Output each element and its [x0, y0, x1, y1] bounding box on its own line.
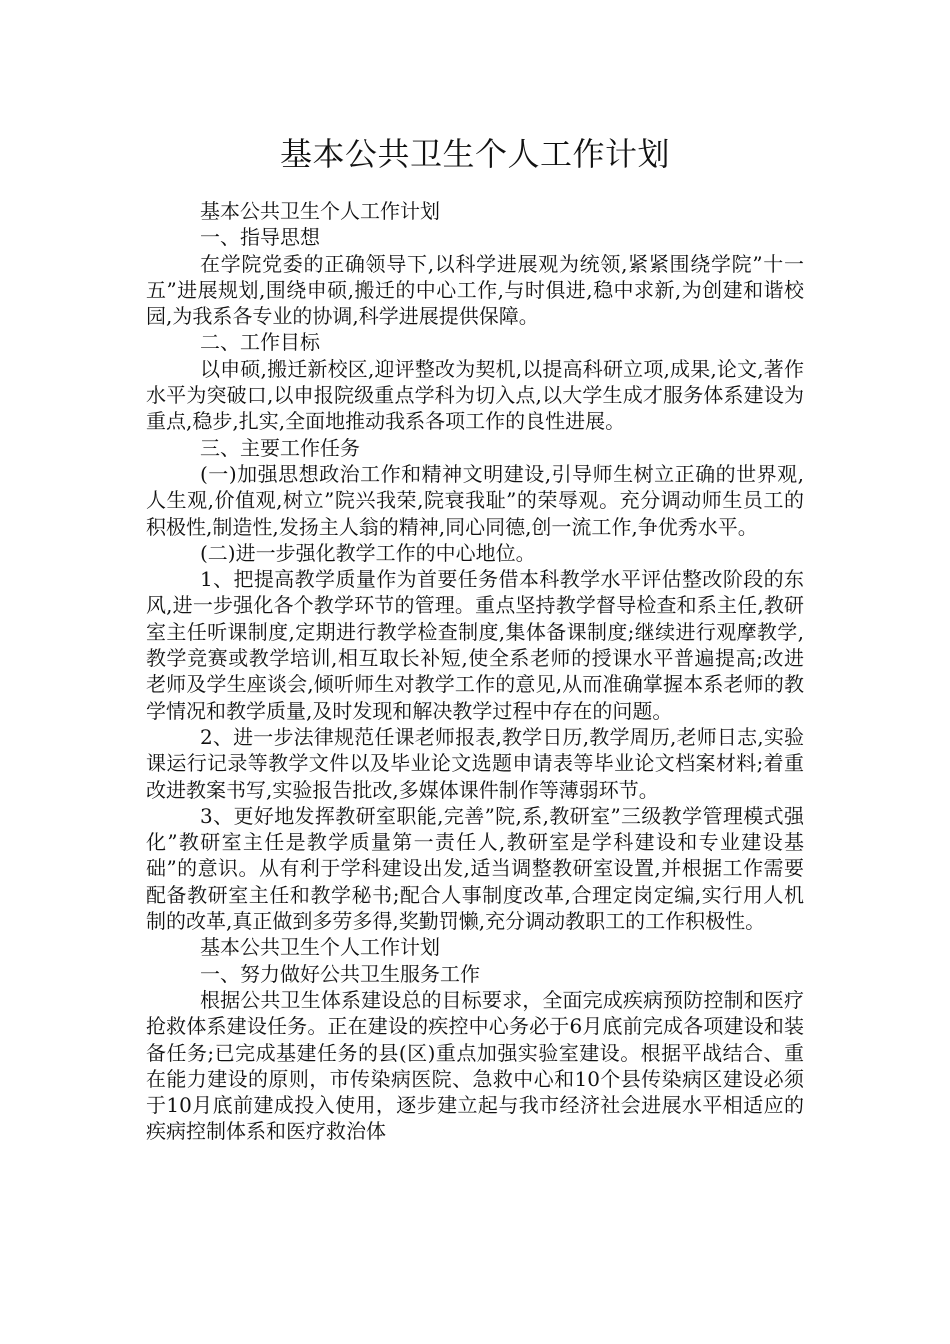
body-paragraph: 根据公共卫生体系建设总的目标要求，全面完成疾病预防控制和医疗抢救体系建设任务。正在建设的疾控中心务必于6月底前完成各项建设和装备任务;已完成基建任务的县(区)重点加强实验室建设。根据平战结合、重在能力建设的原则，市传染病医院、急救中心和10个县传染病区建设必须于10月底前建成投入使用，逐步建立起与我市经济社会进展水平相适应的疾病控制体系和医疗救治体	[146, 987, 804, 1144]
body-paragraph: 以申硕,搬迁新校区,迎评整改为契机,以提高科研立项,成果,论文,著作水平为突破口,以申报院级重点学科为切入点,以大学生成才服务体系建设为重点,稳步,扎实,全面地推动我系各项工作的良性进展。	[146, 356, 804, 434]
section-heading: 一、指导思想	[200, 225, 320, 250]
body-paragraph: 1、把提高教学质量作为首要任务借本科教学水平评估整改阶段的东风,进一步强化各个教学环节的管理。重点坚持教学督导检查和系主任,教研室主任听课制度,定期进行教学检查制度,集体备课制度;继续进行观摩教学,教学竞赛或教学培训,相互取长补短,使全系老师的授课水平普遍提高;改进老师及学生座谈会,倾听师生对教学工作的意见,从而准确掌握本系老师的教学情况和教学质量,及时发现和解决教学过程中存在的问题。	[146, 567, 804, 723]
body-paragraph: (二)进一步强化教学工作的中心地位。	[200, 540, 536, 565]
document-body	[146, 198, 804, 1145]
section-heading: 三、主要工作任务	[200, 435, 360, 460]
body-paragraph: 在学院党委的正确领导下,以科学进展观为统领,紧紧围绕学院”十一五”进展规划,围绕申硕,搬迁的中心工作,与时俱进,稳中求新,为创建和谐校园,为我系各专业的协调,科学进展提供保障。	[146, 251, 804, 329]
body-paragraph: 3、更好地发挥教研室职能,完善”院,系,教研室”三级教学管理模式强化”教研室主任是教学质量第一责任人,教研室是学科建设和专业建设基础”的意识。从有利于学科建设出发,适当调整教研室设置,并根据工作需要配备教研室主任和教学秘书;配合人事制度改革,合理定岗定编,实行用人机制的改革,真正做到多劳多得,奖勤罚懒,充分调动教职工的工作积极性。	[146, 803, 804, 934]
body-paragraph: 基本公共卫生个人工作计划	[200, 935, 440, 960]
document-title: 基本公共卫生个人工作计划	[279, 135, 670, 173]
body-paragraph: (一)加强思想政治工作和精神文明建设,引导师生树立正确的世界观,人生观,价值观,树立”院兴我荣,院衰我耻”的荣辱观。充分调动师生员工的积极性,制造性,发扬主人翁的精神,同心同德,创一流工作,争优秀水平。	[146, 461, 804, 539]
section-heading: 二、工作目标	[200, 330, 320, 355]
body-paragraph: 基本公共卫生个人工作计划	[200, 199, 440, 223]
body-paragraph: 2、进一步法律规范任课老师报表,教学日历,教学周历,老师日志,实验课运行记录等教学文件以及毕业论文选题申请表等毕业论文档案材料;着重改进教案书写,实验报告批改,多媒体课件制作等薄弱环节。	[146, 724, 804, 802]
section-heading: 一、努力做好公共卫生服务工作	[200, 961, 480, 986]
